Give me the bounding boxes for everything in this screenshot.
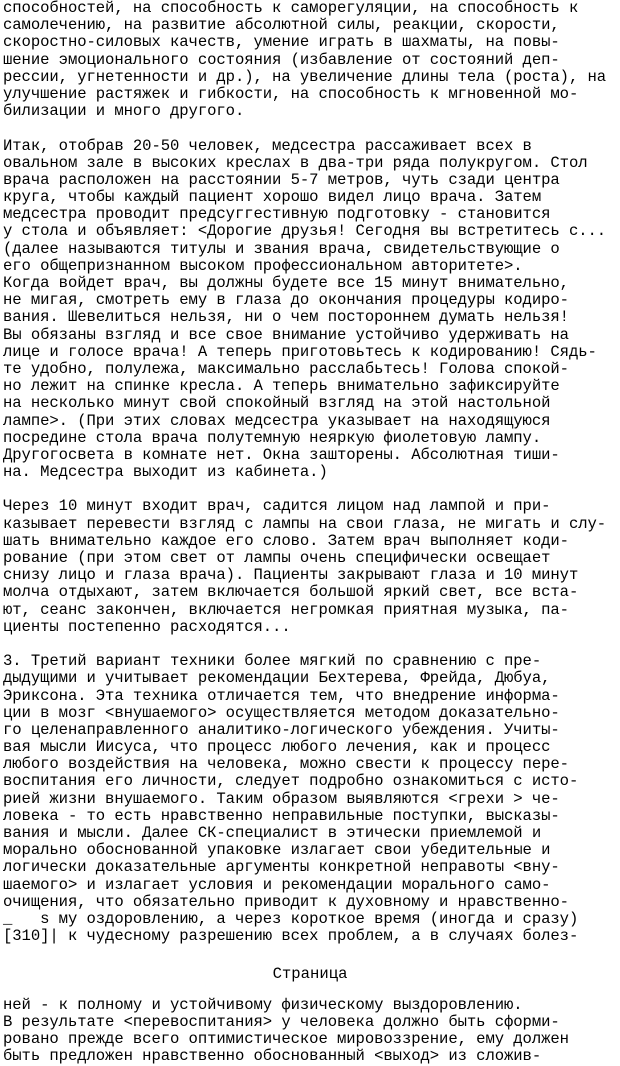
paragraph-gap (3, 481, 617, 498)
text-line: любого воздействия на человека, можно свести к процессу пере- (3, 755, 569, 774)
text-line: снизу лицо и глаза врача). Пациенты закрывают глаза и 10 минут (3, 566, 579, 585)
text-line: улучшение растяжек и гибкости, на способность к мгновенной мо- (3, 84, 579, 103)
text-line: билизации и много другого. (3, 102, 245, 121)
text-line: шение эмоционального состояния (избавление от состояний деп- (3, 50, 560, 69)
text-line: ровано прежде всего оптимистическое мировоззрение, ему должен (3, 1030, 569, 1049)
text-line: медсестра проводит предсуггестивную подготовку - становится (3, 205, 551, 224)
text-line: циенты постепенно расходятся... (3, 617, 291, 636)
text-line: врача расположен на расстоянии 5-7 метров, чуть сзади центра (3, 170, 560, 189)
paragraph-5 (3, 997, 617, 1066)
text-line: шаемого> и излагает условия и рекомендации морального само- (3, 875, 551, 894)
text-line: очищения, что обязательно приводит к духовному и нравственно- (3, 892, 569, 911)
text-line: Итак, отобрав 20-50 человек, медсестра рассаживает всех в (3, 136, 532, 155)
paragraph-gap (3, 636, 617, 653)
paragraph-gap (3, 945, 617, 962)
text-line: Через 10 минут входит врач, садится лицом над лампой и при- (3, 497, 551, 516)
text-line: ют, сеанс закончен, включается негромкая приятная музыка, па- (3, 600, 569, 619)
text-line: на. Медсестра выходит из кабинета.) (3, 463, 328, 482)
text-line: у стола и объявляет: <Дорогие друзья! Сегодня вы встретитесь с... (3, 222, 607, 241)
paragraph-4 (3, 653, 617, 945)
text-line: быть предложен нравственно обоснованный <выход> из сложив- (3, 1047, 542, 1066)
text-line: скоростно-силовых качеств, умение играть в шахматы, на повы- (3, 33, 560, 52)
text-line: Другогосвета в комнате нет. Окна зашторены. Абсолютная тиши- (3, 445, 560, 464)
paragraph-3 (3, 498, 617, 636)
text-line: морально обоснованной упаковке излагает свои убедительные и (3, 841, 551, 860)
text-line: ции в мозг <внушаемого> осуществляется методом доказательно- (3, 703, 560, 722)
paragraph-1 (3, 0, 617, 120)
text-line: логически доказательные аргументы конкретной неправоты <вну- (3, 858, 560, 877)
text-line: молча отдыхают, затем включается большой яркий свет, все вста- (3, 583, 579, 602)
text-line: (далее называются титулы и звания врача, свидетельствующие о (3, 239, 560, 258)
text-line: _ s му оздоровлению, а через короткое время (иногда и сразу) (3, 909, 579, 928)
text-line: Когда войдет врач, вы должны будете все 15 минут внимательно, (3, 274, 569, 292)
text-line: лице и голосе врача! А теперь приготовьтесь к кодированию! Сядь- (3, 342, 597, 361)
text-line: способностей, на способность к саморегуляции, на способность к (3, 0, 579, 17)
text-line: 3. Третий вариант техники более мягкий по сравнению с пре- (3, 652, 542, 671)
text-line: овальном зале в высоких креслах в два-три ряда полукругом. Стол (3, 153, 588, 172)
text-line: но лежит на спинке кресла. А теперь внимательно зафиксируйте (3, 377, 560, 396)
text-line: вания и мысли. Далее СК-специалист в этически приемлемой и (3, 824, 542, 842)
text-line: рование (при этом свет от лампы очень специфически освещает (3, 549, 551, 567)
page-footer-label: Страница (272, 965, 348, 983)
document-page (3, 0, 617, 1066)
text-line: лампе>. (При этих словах медсестра указывает на находящуюся (3, 411, 551, 430)
text-line: рессии, угнетенности и др.), на увеличение длины тела (роста), на (3, 67, 607, 86)
text-line: вая мысли Иисуса, что процесс любого лечения, как и процесс (3, 738, 551, 757)
paragraph-gap (3, 120, 617, 137)
text-line: посредине стола врача полутемную неяркую фиолетовую лампу. (3, 428, 542, 447)
text-line: рией жизни внушаемого. Таким образом выявляются <грехи > че- (3, 789, 560, 808)
text-line: его общепризнанном высоком профессиональном авторитете>. (3, 256, 523, 275)
text-line: ней - к полному и устойчивому физическому выздоровлению. (3, 995, 523, 1014)
paragraph-2 (3, 138, 617, 482)
text-line: круга, чтобы каждый пациент хорошо видел лицо врача. Затем (3, 188, 542, 207)
text-line: го целенаправленного аналитико-логического убеждения. Учиты- (3, 720, 560, 739)
text-line: вания. Шевелиться нельзя, ни о чем постороннем думать нельзя! (3, 308, 569, 327)
text-line: самолечению, на развитие абсолютной силы, реакции, скорости, (3, 16, 560, 35)
text-line: воспитания его личности, следует подробно ознакомиться с исто- (3, 772, 579, 791)
text-line: В результате <перевоспитания> у человека должно быть сформи- (3, 1013, 560, 1032)
text-line: на несколько минут свой спокойный взгляд на этой настольной (3, 394, 551, 413)
text-line: [310]| к чудесному разрешению всех проблем, а в случаях болез- (3, 927, 579, 946)
text-line: Вы обязаны взгляд и все свое внимание устойчиво удерживать на (3, 325, 569, 344)
text-line: шать внимательно каждое его слово. Затем врач выполняет коди- (3, 531, 569, 550)
text-line: ловека - то есть нравственно неправильные поступки, высказы- (3, 806, 560, 825)
text-line: не мигая, смотреть ему в глаза до окончания процедуры кодиро- (3, 291, 569, 310)
text-line: те удобно, полулежа, максимально расслабьтесь! Голова спокой- (3, 359, 569, 378)
text-line: Эриксона. Эта техника отличается тем, что внедрение информа- (3, 686, 560, 705)
text-line: казывает перевести взгляд с лампы на свои глаза, не мигать и слу- (3, 514, 607, 533)
text-line: дыдущими и учитывает рекомендации Бехтерева, Фрейда, Дюбуа, (3, 669, 551, 688)
